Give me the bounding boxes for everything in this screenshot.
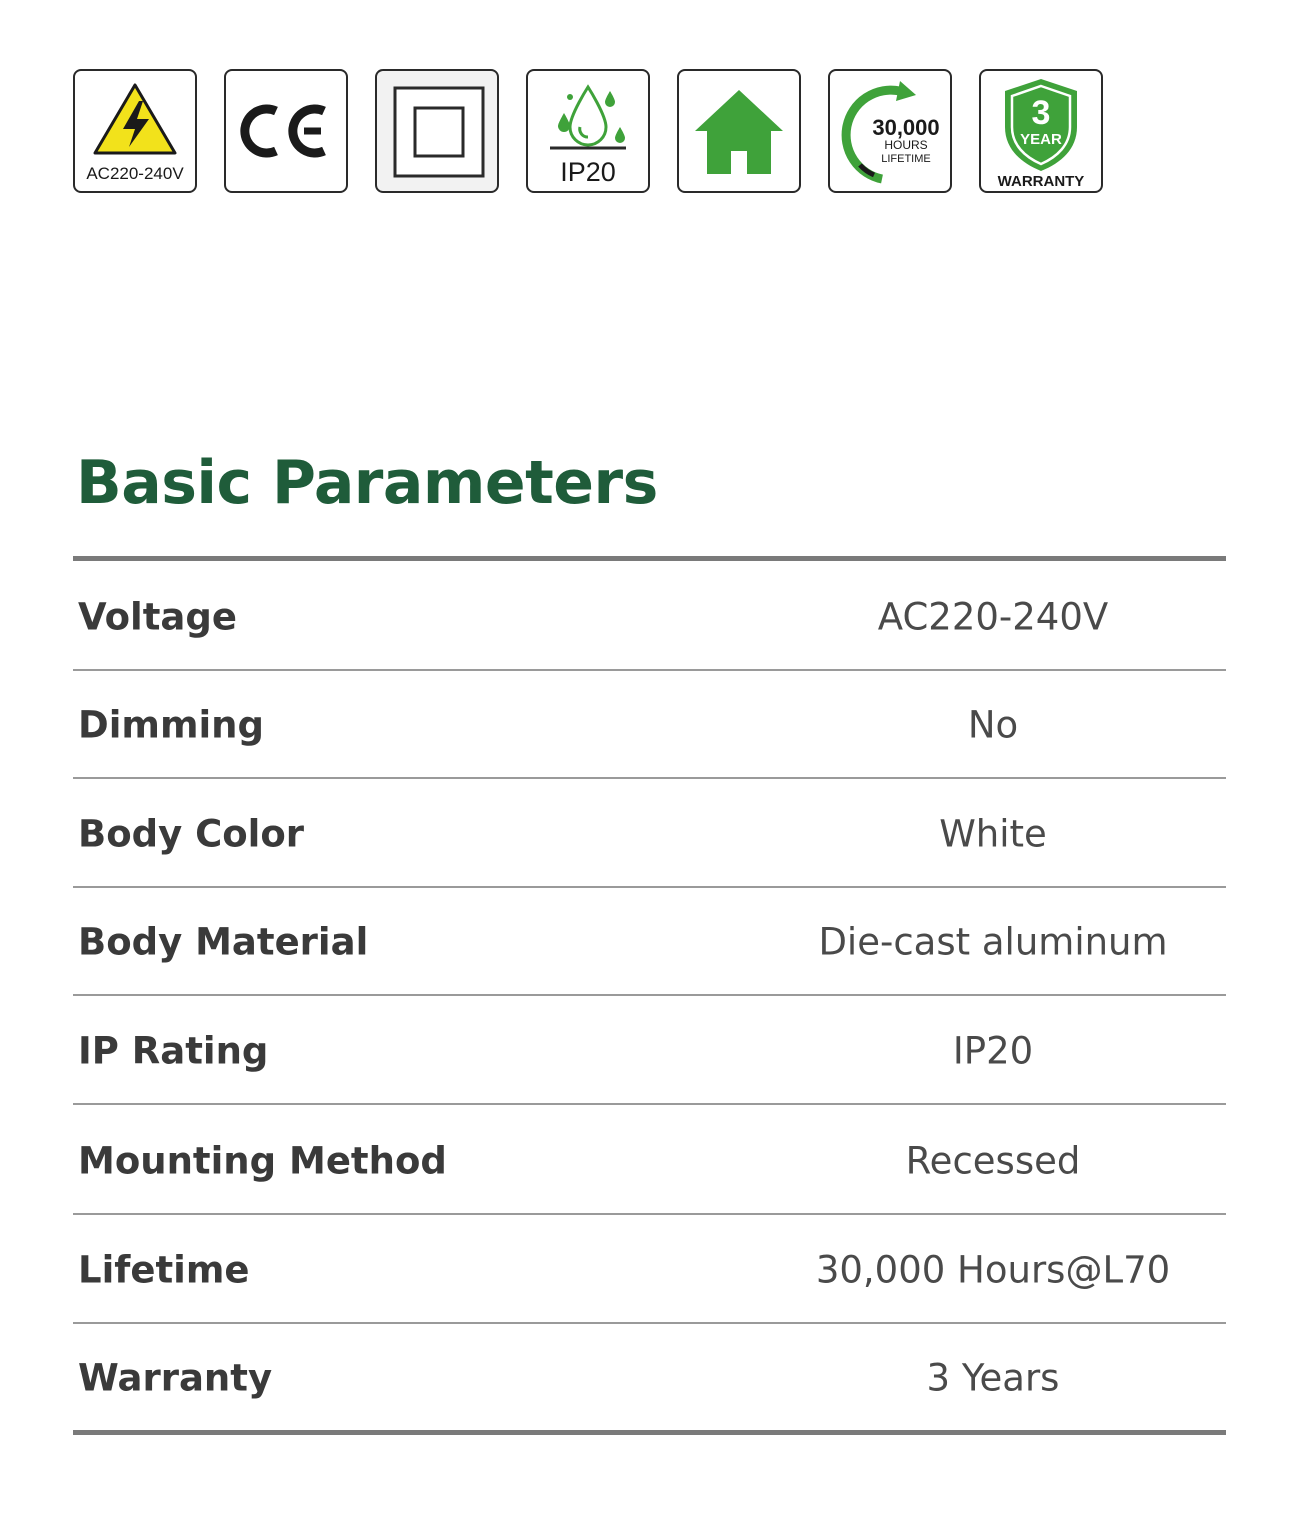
param-row-body-color <box>73 780 1226 888</box>
indoor-badge <box>677 69 801 193</box>
param-value: No <box>967 703 1019 747</box>
ip20-badge <box>526 69 650 193</box>
warranty-badge <box>979 69 1103 193</box>
warranty-badge-caption: WARRANTY <box>997 173 1085 190</box>
warranty-badge-number: 3 <box>1031 94 1051 132</box>
table-bottom-rule <box>73 1430 1226 1435</box>
param-value: AC220-240V <box>877 595 1109 639</box>
voltage-badge <box>73 69 197 193</box>
param-label: Dimming <box>78 703 265 747</box>
lifetime-badge-number: 30,000 <box>872 115 940 140</box>
high-voltage-icon <box>75 71 195 191</box>
water-drop-icon <box>528 71 648 191</box>
voltage-badge-label: AC220-240V <box>86 164 184 183</box>
certification-badges <box>73 69 1113 197</box>
class-ii-insulation-icon <box>377 71 497 191</box>
param-value: Recessed <box>905 1139 1081 1183</box>
lifetime-badge-caption: LIFETIME <box>881 153 931 165</box>
param-value: Die-cast aluminum <box>818 920 1168 964</box>
class-ii-badge <box>375 69 499 193</box>
table-top-rule <box>73 556 1226 561</box>
row-divider <box>73 777 1226 779</box>
param-label: Voltage <box>78 595 237 639</box>
param-row-body-material <box>73 888 1226 996</box>
ip20-badge-label: IP20 <box>560 157 616 187</box>
lifetime-arrow-icon <box>830 71 950 191</box>
row-divider <box>73 1213 1226 1215</box>
param-label: Body Material <box>78 920 369 964</box>
ce-mark-icon <box>226 71 346 191</box>
section-title: Basic Parameters <box>76 448 658 518</box>
lifetime-badge-unit: HOURS <box>884 138 928 152</box>
param-row-voltage <box>73 563 1226 671</box>
param-row-warranty <box>73 1324 1226 1432</box>
param-row-ip-rating <box>73 997 1226 1105</box>
row-divider <box>73 1103 1226 1105</box>
param-value: White <box>939 812 1047 856</box>
param-label: Mounting Method <box>78 1139 447 1183</box>
house-icon <box>679 71 799 191</box>
param-row-lifetime <box>73 1216 1226 1324</box>
warranty-badge-unit: YEAR <box>1020 131 1062 148</box>
lifetime-badge <box>828 69 952 193</box>
param-row-dimming <box>73 671 1226 779</box>
param-row-mounting-method <box>73 1107 1226 1215</box>
param-label: Body Color <box>78 812 305 856</box>
param-label: Lifetime <box>78 1248 250 1292</box>
shield-icon <box>981 71 1101 191</box>
param-value: 3 Years <box>926 1356 1060 1400</box>
ce-badge <box>224 69 348 193</box>
param-value: IP20 <box>952 1029 1034 1073</box>
param-label: IP Rating <box>78 1029 269 1073</box>
param-label: Warranty <box>78 1356 273 1400</box>
row-divider <box>73 994 1226 996</box>
param-value: 30,000 Hours@L70 <box>815 1248 1171 1292</box>
